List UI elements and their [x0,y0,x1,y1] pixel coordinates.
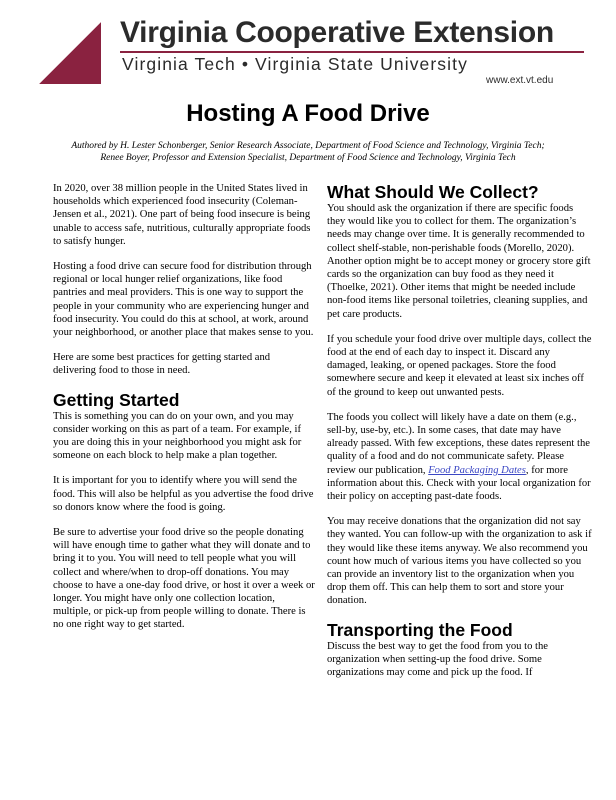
intro-paragraph-1: In 2020, over 38 million people in the United States lived in households which experienced food insecurity (Coleman-Jensen et al., 2021). One part of being food insecure is being unable to access safe, nutritious, culturally appropriate foods to satisfy hunger. [53,183,311,247]
left-column [53,182,315,644]
collect-paragraph-3-start: The foods you collect will likely have a date on them (e.g., sell-by, use-by, etc.). In some cases, that date may have already passed. With few exceptions, these dates represent the quality of a food and do not communicate safety. Please review our publication, [327,411,590,476]
collect-paragraph-2: If you schedule your food drive over multiple days, collect the food at the end of each day to inspect it. Discard any damaged, leaking, or opened packages. Store the food somewhere secure and keep it elevated at least six inches off of the ground to keep out unwanted pests. [327,333,592,398]
collect-paragraph-1: You should ask the organization if there are specific foods they would like you to collect for them. The organization’s needs may change over time. It is generally recommended to collect shelf-stable, non-perishable foods (Morello, 2020). Another option might be to accept money or grocery store gift cards so the organization can buy food as they need it (Thoelke, 2021). Other items that might be needed include non-food items like personal toiletries, cleaning supplies, and pet care products. [327,203,591,320]
collect-paragraph-4: You may receive donations that the organization did not say they wanted. You can follow-up with the organization to ask if they would like these items anyway. We also recommend you count how much of various items you have collected so you can provide an inventory list to the organization when you drop them off. This can help them to sort and store your donation. [327,516,592,607]
logo-triangle-icon [39,22,101,84]
getting-started-paragraph-3: Be sure to advertise your food drive so the people donating will have enough time to gather what they will donate and to bring it to you. You will need to tell people what you will collect and where/when to drop-off donations. You may choose to have a one-day food drive, or host it over a week or longer. You might have only one collection location, multiple, or pick-up from people willing to donate. There is no one right way to get started. [53,527,315,631]
header [0,0,616,92]
right-column [327,182,593,691]
intro-paragraph-3: Here are some best practices for getting started and delivering food to those in need. [53,352,271,377]
getting-started-paragraph-2: It is important for you to identify where you will send the food. This will also be helpful as you advertise the food drive so donors know where the food is going. [53,475,314,513]
getting-started-paragraph-1: This is something you can do on your own, and you may consider working on this as part of a team. For example, if you are doing this in your neighborhood you might ask for someone on each block to help make a plan together. [53,410,302,462]
transport-paragraph-1: Discuss the best way to get the food from you to the organization when setting-up the food drive. Some organizations may come and pick up the food. If [327,640,548,679]
collect-paragraph-3-end: , for more information about this. Check with your local organization for their policy on accepting past-date foods. [327,464,591,503]
universities: Virginia Tech • Virginia State University [122,54,468,74]
collect-heading: What Should We Collect? [327,182,539,202]
authors: Authored by H. Lester Schonberger, Senior Research Associate, Department of Food Science and Technology, Virginia Tech; Renee Boyer, Professor and Extension Specialist, Department of Food Science and Technology, Virginia Tech [71,141,545,163]
food-packaging-dates-link[interactable]: Food Packaging Dates [428,464,526,476]
intro-paragraph-2: Hosting a food drive can secure food for distribution through regional or local hunger relief organizations, like food pantries and meal providers. This is one way to support the people in your community who are experiencing hunger and food insecurity. You could do this at school, at work, around your neighborhood, or another place that makes sense to you. [53,261,314,339]
page-title: Hosting A Food Drive [186,100,430,127]
collect-paragraph-3 [327,411,593,503]
website-url[interactable]: www.ext.vt.edu [486,75,554,86]
transport-heading: Transporting the Food [327,619,513,640]
org-name: Virginia Cooperative Extension [120,16,554,49]
header-rule [120,51,584,53]
getting-started-heading: Getting Started [53,389,180,410]
